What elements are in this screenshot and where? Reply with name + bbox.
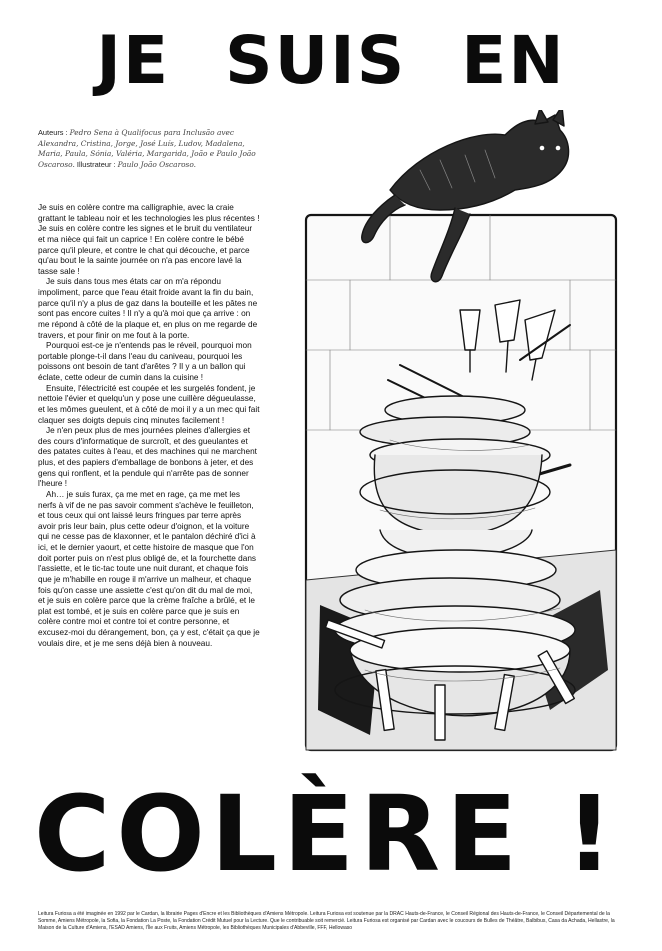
story-paragraph: Je suis dans tous mes états car on m'a répondu impoliment, parce que l'eau était froide avant la fin du bain, parce qu'il n'y a plus de gaz dans la bouteille et les pâtes ne sont pas encore cuites ! Il n'y a qu'à moi que ça arrive : on me répond à côté de la plaque et, en plus on me regarde de travers, et pour finir on me fout à la porte. [38,277,258,340]
title-line-2: COLÈRE ! [34,773,619,895]
authors-label: Auteurs : [38,128,68,137]
story-paragraph: Ah… je suis furax, ça me met en rage, ça me met les nerfs à vif de ne pas savoir comment s'achève le feuilleton, et tous ceux qui ont laissé leurs fringues par terre après avoir pris leur bain, plus cette odeur d'oignon, et la voiture qui ne cesse pas de klaxonner, et le pantalon déchiré d'ici à ici, et le dernier yaourt, et cette histoire de masque que l'on doit porter puis on n'est plus obligé de, et la fourchette dans l'assiette, et le tic-tac toute une nuit durant, et chaque fois que je m'habille en rouge il m'arrive un malheur, et chaque fois qu'on casse une assiette c'est qu'on dit du mal de moi, et je suis en colère parce que la crème fraîche a brûlé, et le plat est tombé, et je suis en colère parce que je suis en colère contre moi et contre toi et contre personne, et excusez-moi du dérangement, bon, ça y est, c'était ça que je voulais dire, et je me sens déjà bien à nouveau. [38,489,260,648]
story-paragraph: Pourquoi est-ce je n'entends pas le réveil, pourquoi mon portable plonge-t-il dans l'eau du caniveau, pourquoi les poissons ont besoin de tant d'arêtes ? Il y a un ballon qui éclate, cette odeur de cumin dans la cuisine ! [38,341,252,382]
story-paragraph: Je n'en peux plus de mes journées pleines d'allergies et des cours d'informatique de surcroît, et des gueulantes et des patates cuites à l'eau, et des machines qui ne marchent plus, et des papiers d'emballage de bonbons à jeter, et des gens qui ronflent, et la pendule qui n'arrête pas de sonner l'heure ! [38,426,257,489]
credits [38,128,268,170]
story-paragraph: Je suis en colère contre ma calligraphie, avec la craie grattant le tableau noir et les technologies les plus récentes ! Je suis en colère contre les signes et le bruit du ventilateur et ma nièce qui fait un caprice ! En colère contre le bébé parce qu'il pleure, et contre le chat qui découche, et parce qu'au bout le la sainte journée on n'a pas encore lavé la tasse sale ! [38,203,260,276]
illustrator-label: Illustrateur : [76,159,116,169]
story-paragraph: Ensuite, l'électricité est coupée et les surgelés fondent, je nettoie l'évier et quelqu'un y pose une cuillère dégueulasse, et les mômes gueulent, et à côté de moi il y a un mec qui fait claquer ses doigts depuis cinq minutes facilement ! [38,383,260,425]
cat [390,115,569,210]
authors-names: Pedro Sena à Qualifocus para Inclusão avec Alexandra, Cristina, Jorge, José Luís, Ludov, Madalena, Maria, Paula, Sónia, Valéria, Margarida, João e Paulo João Oscaroso. [38,128,256,169]
footer-credits: Leitura Furiosa a été imaginée en 1992 par le Cardan, la librairie Pages d'Encre et les Bibliothèques d'Amiens Métropole. Leitura Furiosa est soutenue par la DRAC Hauts-de-France, le Conseil Régional des Hauts-de-France, le Conseil Départemental de la Somme, Amiens Métropole, la Sofia, la Fondation La Poste, la Fondation Crédit Mutuel pour la Lecture. Que le contribuable soit remercié. Leitura Furiosa est organisé par Cardan avec le coucours de Bulles de Théâtre, Balbibus, Casa da Achada, Hellastre, la Maison de la Culture d'Amiens, l'ESAD Amiens, l'Île aux Fruits, Amiens Métropole, les Bibliothèques Municipales d'Abbeville, FFF, Hellowaso [38,911,615,931]
illustrator-name: Paulo João Oscaroso. [117,159,197,169]
story-text [38,203,260,649]
title-line-1: JE SUIS EN [96,22,566,99]
cat-on-dish-pile-illustration [270,110,630,760]
